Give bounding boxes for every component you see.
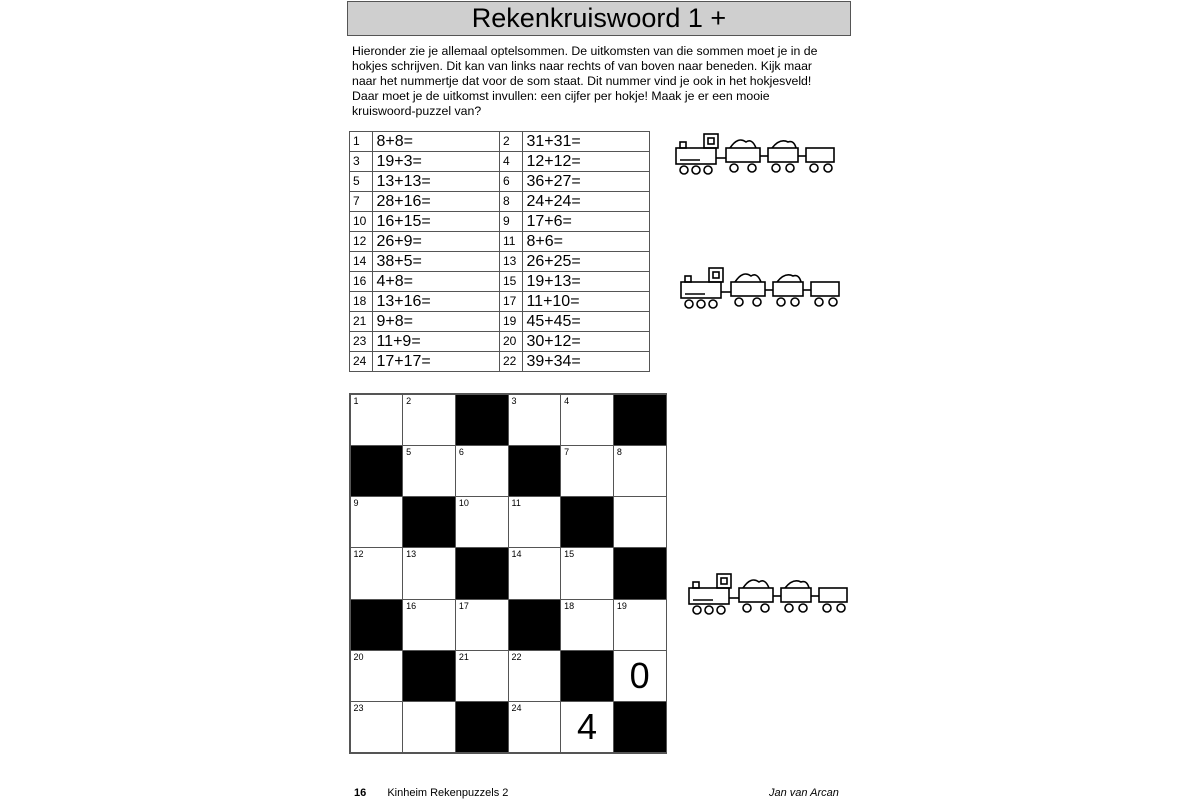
grid-cell-black xyxy=(350,445,404,497)
sum-number: 2 xyxy=(499,132,522,152)
sum-number: 6 xyxy=(499,172,522,192)
grid-cell-black xyxy=(508,445,562,497)
footer-left xyxy=(354,787,508,799)
sum-number: 3 xyxy=(350,152,373,172)
sum-number: 17 xyxy=(499,292,522,312)
grid-cell[interactable] xyxy=(455,650,509,702)
sum-row xyxy=(350,352,650,372)
sum-expression: 13+16= xyxy=(373,292,500,312)
cell-number: 13 xyxy=(406,549,417,560)
sum-expression: 17+17= xyxy=(373,352,500,372)
cell-number: 23 xyxy=(353,703,364,714)
grid-cell[interactable] xyxy=(560,547,614,599)
sum-expression: 19+13= xyxy=(523,272,650,292)
sum-expression: 9+8= xyxy=(373,312,500,332)
grid-cell[interactable] xyxy=(560,445,614,497)
instructions-paragraph: Hieronder zie je allemaal optelsommen. De uitkomsten van die sommen moet je in de hokjes schrijven. Dit kan van links naar rechts of van boven naar beneden. Kijk maar naar het nummertje dat voor de som staat. Dit nummer vind je ook in het hokjesveld! Daar moet je de uitkomst invullen: een cijfer per hokje! Maak je er een mooie kruiswoord-puzzel van? xyxy=(352,44,818,118)
grid-cell[interactable] xyxy=(560,599,614,651)
cell-number: 17 xyxy=(458,600,469,611)
cell-number: 9 xyxy=(353,498,359,509)
page-number: 16 xyxy=(354,787,367,799)
sum-number: 4 xyxy=(499,152,522,172)
cell-number: 4 xyxy=(564,395,570,406)
sum-expression: 36+27= xyxy=(523,172,650,192)
sum-expression: 28+16= xyxy=(373,192,500,212)
sum-row xyxy=(350,172,650,192)
train-illustration xyxy=(681,570,849,620)
page-title xyxy=(347,1,851,36)
grid-cell-black xyxy=(613,701,667,753)
grid-cell[interactable] xyxy=(508,547,562,599)
grid-cell-black xyxy=(350,599,404,651)
sum-number: 14 xyxy=(350,252,373,272)
cell-number: 24 xyxy=(511,703,522,714)
sum-row xyxy=(350,292,650,312)
cell-number: 6 xyxy=(458,446,464,457)
sum-row xyxy=(350,252,650,272)
grid-cell[interactable] xyxy=(560,394,614,446)
sum-number: 23 xyxy=(350,332,373,352)
sum-number: 16 xyxy=(350,272,373,292)
sum-expression: 17+6= xyxy=(523,212,650,232)
grid-cell-black xyxy=(613,547,667,599)
train-illustration xyxy=(668,130,836,180)
grid-cell-black xyxy=(613,394,667,446)
cell-number: 19 xyxy=(616,600,627,611)
grid-cell[interactable] xyxy=(613,650,667,702)
cell-number: 12 xyxy=(353,549,364,560)
grid-cell-black xyxy=(508,599,562,651)
sum-expression: 16+15= xyxy=(373,212,500,232)
sum-number: 7 xyxy=(350,192,373,212)
sum-number: 19 xyxy=(499,312,522,332)
sum-number: 12 xyxy=(350,232,373,252)
cell-number: 1 xyxy=(353,395,359,406)
sum-row xyxy=(350,152,650,172)
sum-number: 10 xyxy=(350,212,373,232)
sum-row xyxy=(350,192,650,212)
sum-expression: 45+45= xyxy=(523,312,650,332)
grid-cell[interactable] xyxy=(613,496,667,548)
grid-cell[interactable] xyxy=(402,394,456,446)
grid-cell[interactable] xyxy=(508,496,562,548)
sum-expression: 4+8= xyxy=(373,272,500,292)
cell-number: 10 xyxy=(458,498,469,509)
grid-cell[interactable] xyxy=(455,496,509,548)
sum-number: 15 xyxy=(499,272,522,292)
grid-cell[interactable] xyxy=(613,599,667,651)
grid-cell[interactable] xyxy=(350,496,404,548)
grid-cell[interactable] xyxy=(560,701,614,753)
sum-number: 5 xyxy=(350,172,373,192)
grid-cell[interactable] xyxy=(350,394,404,446)
cell-number: 18 xyxy=(564,600,575,611)
sum-row xyxy=(350,232,650,252)
grid-cell[interactable] xyxy=(508,701,562,753)
grid-cell[interactable] xyxy=(508,650,562,702)
cell-number: 22 xyxy=(511,651,522,662)
sum-expression: 12+12= xyxy=(523,152,650,172)
grid-cell[interactable] xyxy=(455,599,509,651)
sum-expression: 24+24= xyxy=(523,192,650,212)
train-illustration xyxy=(673,264,841,314)
grid-cell[interactable] xyxy=(455,445,509,497)
sum-row xyxy=(350,212,650,232)
cell-number: 14 xyxy=(511,549,522,560)
sum-row xyxy=(350,312,650,332)
grid-cell[interactable] xyxy=(350,701,404,753)
grid-cell-black xyxy=(402,650,456,702)
title-text: Rekenkruiswoord 1 + xyxy=(471,3,727,33)
sum-number: 21 xyxy=(350,312,373,332)
sum-expression: 11+9= xyxy=(373,332,500,352)
grid-cell[interactable] xyxy=(350,547,404,599)
sum-expression: 8+8= xyxy=(373,132,500,152)
grid-cell[interactable] xyxy=(402,599,456,651)
grid-cell-black xyxy=(560,650,614,702)
sum-row xyxy=(350,332,650,352)
grid-cell-black xyxy=(402,496,456,548)
cell-number: 2 xyxy=(406,395,412,406)
sum-expression: 26+25= xyxy=(523,252,650,272)
sum-number: 20 xyxy=(499,332,522,352)
cell-number: 5 xyxy=(406,446,412,457)
grid-cell-black xyxy=(455,547,509,599)
grid-cell-black xyxy=(455,701,509,753)
footer-author: Jan van Arcan xyxy=(769,787,839,799)
grid-cell[interactable] xyxy=(350,650,404,702)
sum-expression: 31+31= xyxy=(523,132,650,152)
sum-number: 13 xyxy=(499,252,522,272)
cell-number: 20 xyxy=(353,651,364,662)
sum-row xyxy=(350,132,650,152)
sum-expression: 26+9= xyxy=(373,232,500,252)
grid-cell-black xyxy=(560,496,614,548)
cell-number: 11 xyxy=(511,498,521,509)
sum-number: 24 xyxy=(350,352,373,372)
sum-expression: 38+5= xyxy=(373,252,500,272)
sum-number: 9 xyxy=(499,212,522,232)
sum-expression: 11+10= xyxy=(523,292,650,312)
cell-number: 7 xyxy=(564,446,570,457)
cell-number: 21 xyxy=(458,651,469,662)
sum-expression: 13+13= xyxy=(373,172,500,192)
grid-cell[interactable] xyxy=(402,445,456,497)
cell-number: 16 xyxy=(406,600,417,611)
sum-expression: 30+12= xyxy=(523,332,650,352)
grid-cell[interactable] xyxy=(402,701,456,753)
sums-table xyxy=(349,131,650,372)
grid-cell[interactable] xyxy=(613,445,667,497)
sum-expression: 19+3= xyxy=(373,152,500,172)
cell-digit: 0 xyxy=(629,655,650,697)
sum-number: 8 xyxy=(499,192,522,212)
cell-number: 15 xyxy=(564,549,575,560)
book-title: Kinheim Rekenpuzzels 2 xyxy=(387,787,509,799)
sum-row xyxy=(350,272,650,292)
cell-number: 3 xyxy=(511,395,517,406)
sum-expression: 8+6= xyxy=(523,232,650,252)
sum-number: 11 xyxy=(499,232,522,252)
grid-cell[interactable] xyxy=(508,394,562,446)
crossword-grid xyxy=(349,393,667,754)
cell-digit: 4 xyxy=(576,706,597,748)
grid-cell-black xyxy=(455,394,509,446)
sum-number: 22 xyxy=(499,352,522,372)
sum-number: 1 xyxy=(350,132,373,152)
grid-cell[interactable] xyxy=(402,547,456,599)
sum-expression: 39+34= xyxy=(523,352,650,372)
cell-number: 8 xyxy=(616,446,622,457)
sum-number: 18 xyxy=(350,292,373,312)
